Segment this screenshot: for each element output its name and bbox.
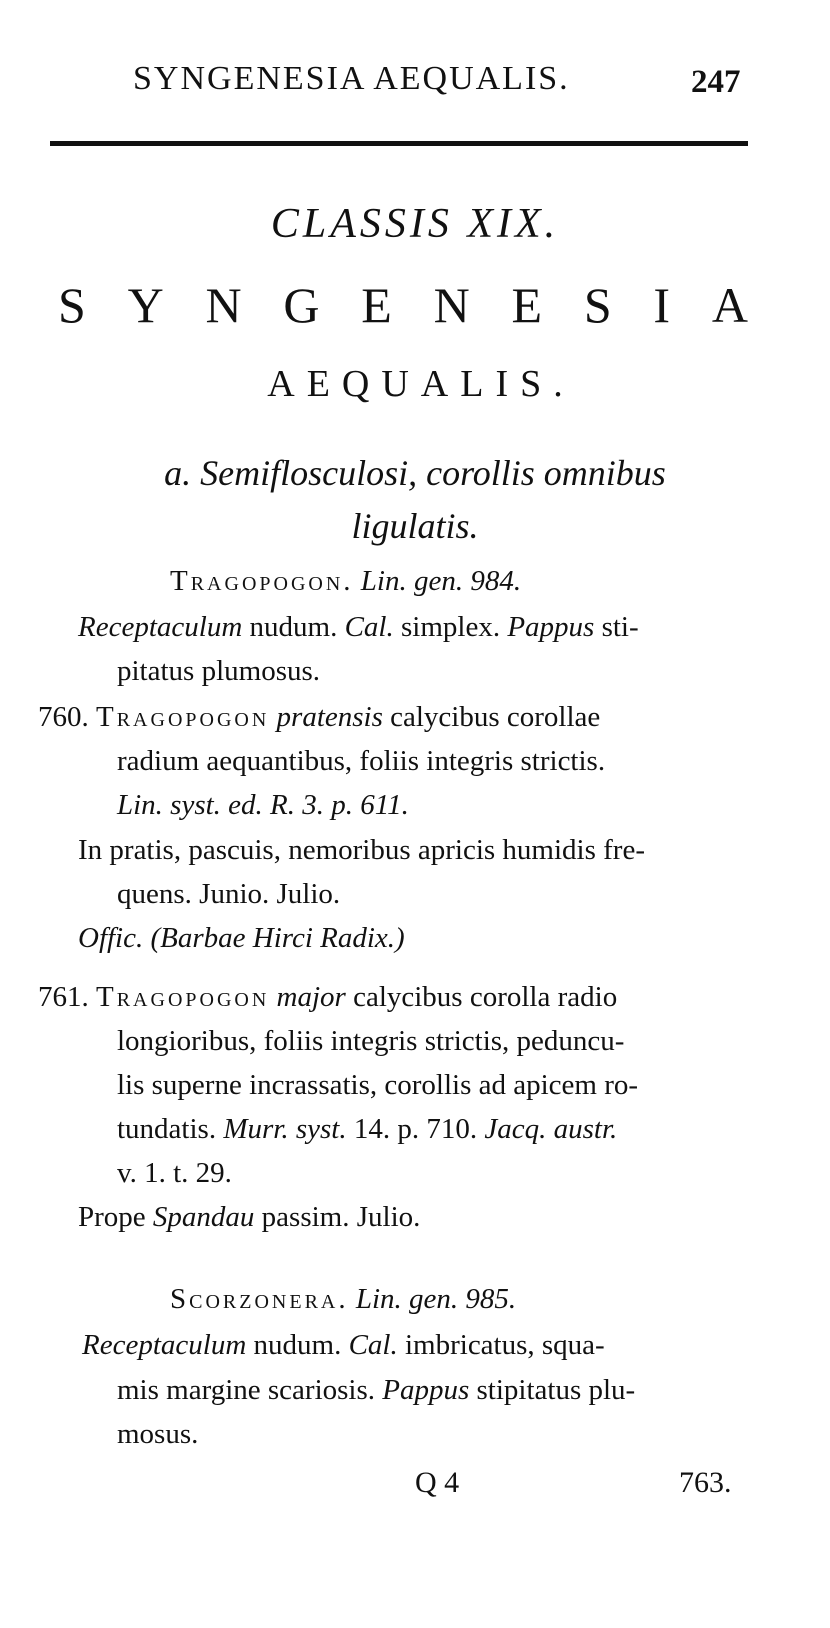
section-heading-line2: ligulatis. — [351, 506, 479, 546]
genus-character-line — [117, 1376, 635, 1405]
genus-character-line: pitatus plumosus. — [117, 655, 321, 687]
term: Receptaculum — [82, 1329, 247, 1361]
text: sti- — [601, 611, 639, 643]
text: stipitatus plu- — [476, 1374, 636, 1406]
place-name: Spandau — [152, 1201, 255, 1233]
genus-name: Tragopogon. — [170, 565, 354, 597]
running-head: SYNGENESIA AEQUALIS. — [133, 60, 570, 97]
species-text: calycibus corolla radio — [353, 981, 618, 1013]
species-entry-line — [38, 703, 600, 732]
text: mis margine scariosis. — [117, 1374, 376, 1406]
species-description-line: radium aequantibus, foliis integris strictis. — [117, 745, 606, 777]
header-rule — [50, 141, 748, 146]
class-title-letter: S — [58, 277, 86, 333]
genus-reference: Lin. gen. 985. — [355, 1283, 517, 1315]
text: 14. p. 710. — [353, 1113, 478, 1145]
term: Pappus — [382, 1374, 470, 1406]
genus-reference: Lin. gen. 984. — [360, 565, 522, 597]
text: passim. Julio. — [261, 1201, 421, 1233]
classis-heading: CLASSIS XIX. — [270, 201, 560, 247]
species-habitat-line: In pratis, pascuis, nemoribus apricis humidis fre- — [78, 834, 645, 866]
class-title-letter: E — [361, 277, 392, 333]
term: Cal. — [344, 611, 394, 643]
class-title-letter: I — [653, 277, 671, 333]
species-habitat-line — [78, 1203, 420, 1232]
species-description-line — [117, 1115, 617, 1144]
genus-heading-tragopogon — [170, 565, 521, 598]
species-genus: Tragopogon — [96, 981, 270, 1013]
text: tundatis. — [117, 1113, 217, 1145]
text: imbricatus, squa- — [404, 1329, 605, 1361]
text: simplex. — [400, 611, 501, 643]
class-subtitle: AEQUALIS. — [267, 363, 575, 405]
species-number: 760. — [38, 701, 89, 733]
genus-name: Scorzonera. — [170, 1283, 349, 1315]
genus-heading-scorzonera — [170, 1283, 516, 1316]
text: nudum. — [253, 1329, 342, 1361]
species-description-line: v. 1. t. 29. — [117, 1157, 232, 1189]
class-title-letter: N — [433, 277, 470, 333]
text: nudum. — [249, 611, 338, 643]
class-title — [58, 276, 748, 334]
genus-character-line — [82, 1331, 605, 1360]
reference: Murr. syst. — [223, 1113, 347, 1145]
signature-mark: Q 4 — [415, 1466, 460, 1499]
genus-character-line — [78, 613, 639, 642]
species-genus: Tragopogon — [96, 701, 270, 733]
genus-character-line: mosus. — [117, 1418, 199, 1450]
species-epithet: major — [276, 981, 346, 1013]
species-entry-line — [38, 983, 617, 1012]
species-epithet: pratensis — [276, 701, 383, 733]
class-title-letter: Y — [127, 277, 164, 333]
species-description-line: lis superne incrassatis, corollis ad apicem ro- — [117, 1069, 639, 1101]
reference: Jacq. austr. — [484, 1113, 618, 1145]
class-title-letter: N — [205, 277, 242, 333]
species-number: 761. — [38, 981, 89, 1013]
term: Pappus — [507, 611, 595, 643]
species-text: calycibus corollae — [390, 701, 601, 733]
class-title-letter: A — [711, 277, 748, 333]
class-title-letter: E — [511, 277, 543, 333]
page-number: 247 — [691, 64, 741, 100]
term: Receptaculum — [78, 611, 243, 643]
species-reference-line: Lin. syst. ed. R. 3. p. 611. — [117, 789, 409, 821]
text: Prope — [78, 1201, 146, 1233]
species-offic-line: Offic. (Barbae Hirci Radix.) — [78, 922, 405, 954]
catchword: 763. — [679, 1466, 732, 1499]
class-title-letter: G — [283, 277, 320, 333]
class-title-letter: S — [583, 277, 612, 333]
term: Cal. — [348, 1329, 398, 1361]
section-heading-line1: a. Semiflosculosi, corollis omnibus — [164, 453, 666, 493]
species-description-line: longioribus, foliis integris strictis, peduncu- — [117, 1025, 625, 1057]
species-habitat-line: quens. Junio. Julio. — [117, 878, 341, 910]
